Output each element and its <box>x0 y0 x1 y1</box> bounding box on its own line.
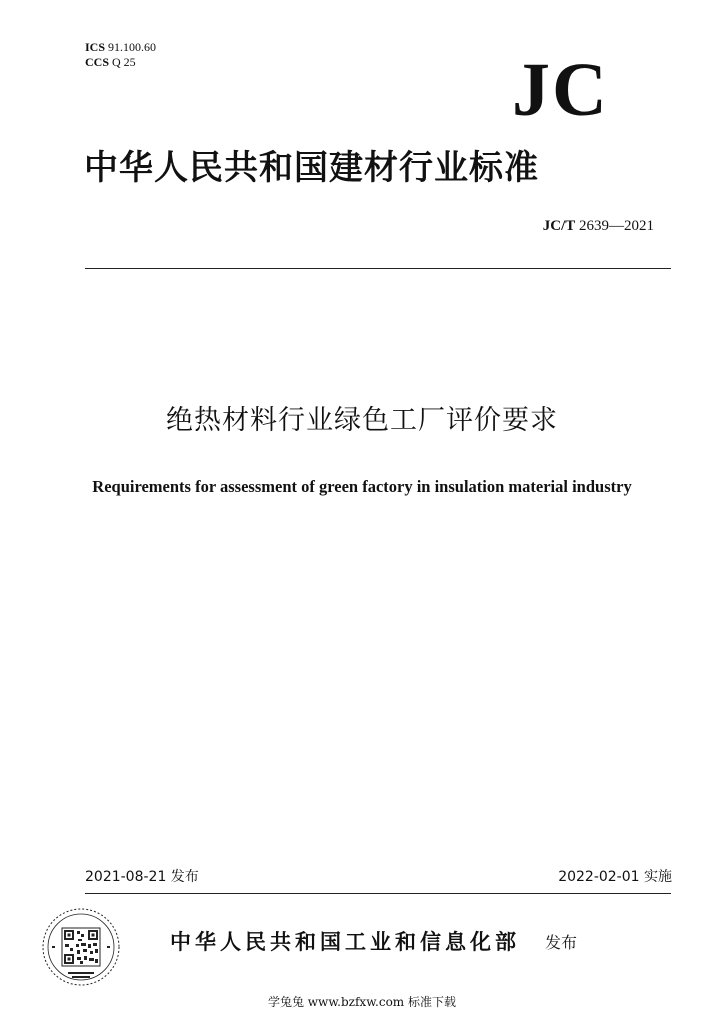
ics-code <box>85 40 156 55</box>
ccs-code <box>85 55 156 70</box>
issue-date: 2021-08-21 发布 <box>85 869 199 885</box>
issued-label: 发布 <box>545 933 578 952</box>
jc-logo: JC <box>512 48 609 132</box>
bottom-divider <box>85 893 671 894</box>
source-watermark: 学兔兔 www.bzfxw.com 标准下载 <box>267 995 457 1009</box>
title-english: Requirements for assessment of green factory in insulation material industry <box>92 477 632 496</box>
standard-number-prefix: JC/T <box>542 218 576 234</box>
ccs-value: Q 25 <box>112 55 136 69</box>
standard-category-heading: 中华人民共和国建材行业标准 <box>84 148 539 188</box>
qr-seal-icon <box>40 906 122 988</box>
classification-codes <box>85 40 156 70</box>
qr-seal-graphic <box>40 906 122 988</box>
title-chinese: 绝热材料行业绿色工厂评价要求 <box>166 405 558 436</box>
standard-number-value: 2639—2021 <box>579 218 654 234</box>
implementation-date: 2022-02-01 实施 <box>558 869 672 885</box>
ics-value: 91.100.60 <box>108 40 157 54</box>
issuing-authority: 中华人民共和国工业和信息化部 <box>170 929 520 954</box>
ccs-label: CCS <box>85 55 110 69</box>
top-divider <box>85 268 671 269</box>
ics-label: ICS <box>85 40 106 54</box>
standard-number <box>543 217 654 235</box>
